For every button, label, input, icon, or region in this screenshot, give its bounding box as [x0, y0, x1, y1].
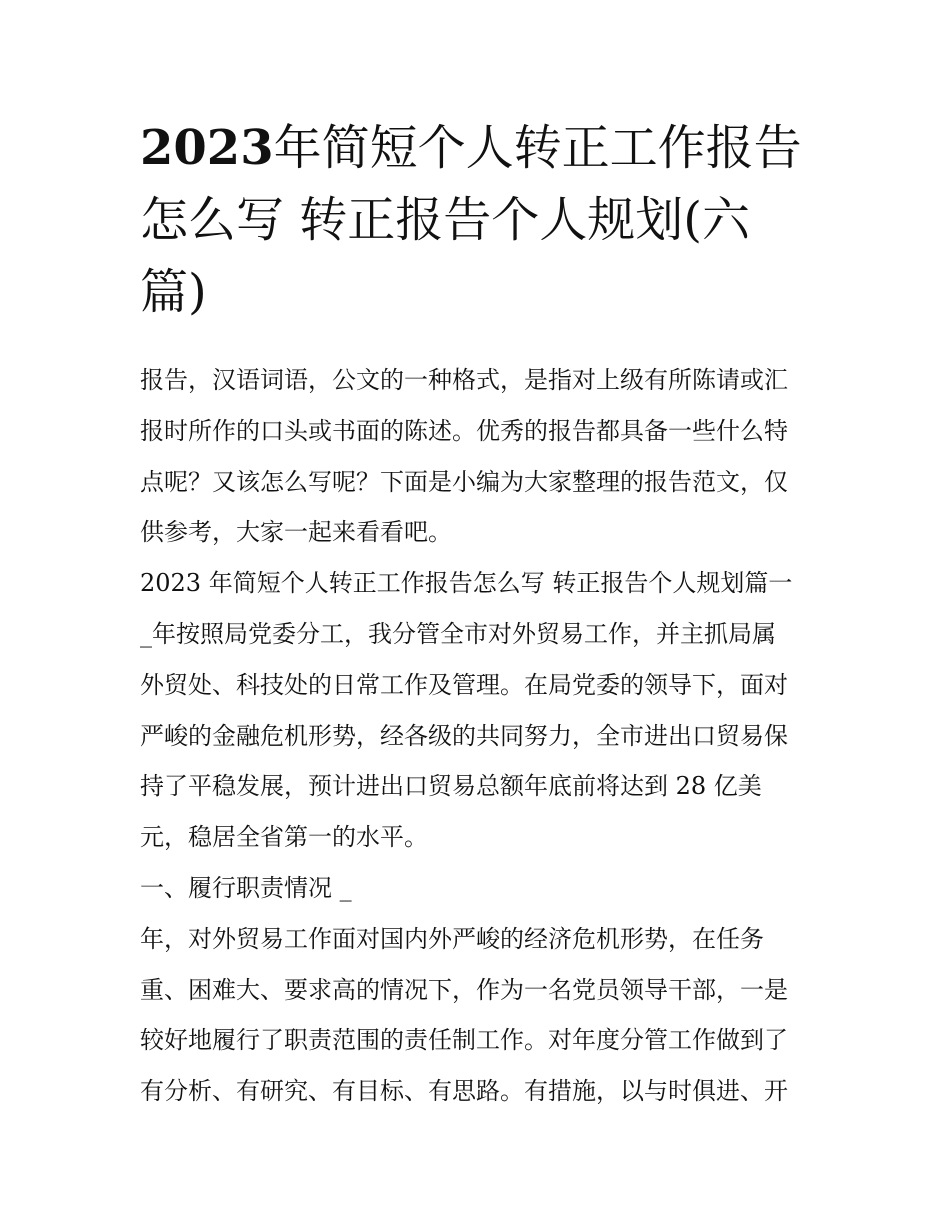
paragraph-line: 报告，汉语词语，公文的一种格式，是指对上级有所陈请或汇: [140, 366, 788, 394]
paragraph-line: _年按照局党委分工，我分管全市对外贸易工作，并主抓局属: [140, 619, 776, 648]
paragraph-line: 较好地履行了职责范围的责任制工作。对年度分管工作做到了: [140, 1026, 788, 1055]
paragraph-line: 年，对外贸易工作面对国内外严峻的经济危机形势，在任务: [140, 924, 764, 953]
paragraph-line: 供参考，大家一起来看看吧。: [140, 518, 452, 547]
paragraph-line: 点呢？又该怎么写呢？下面是小编为大家整理的报告范文，仅: [140, 467, 788, 496]
paragraph-line: 外贸处、科技处的日常工作及管理。在局党委的领导下，面对: [140, 670, 788, 699]
section-heading-line: 2023 年简短个人转正工作报告怎么写 转正报告个人规划篇一: [140, 569, 793, 598]
body-paragraph: [140, 914, 820, 1117]
paragraph-line: 报时所作的口头或书面的陈述。优秀的报告都具备一些什么特: [140, 416, 788, 445]
paragraph-line: 严峻的金融危机形势，经各级的共同努力，全市进出口贸易保: [140, 721, 788, 750]
body-paragraph: [140, 609, 820, 863]
subheading-line: 一、履行职责情况 _: [140, 873, 352, 902]
title-line-2: 怎么写 转正报告个人规划(六: [140, 192, 750, 248]
section-heading-part-one: [140, 558, 820, 609]
paragraph-line: 有分析、有研究、有目标、有思路。有措施，以与时俱进、开: [140, 1077, 788, 1106]
document-title: [140, 112, 830, 328]
paragraph-line: 重、困难大、要求高的情况下，作为一名党员领导干部，一是: [140, 975, 788, 1004]
title-year: 2023: [140, 120, 274, 176]
title-line-1: 年简短个人转正工作报告: [273, 120, 802, 176]
paragraph-line: 元，稳居全省第一的水平。: [140, 823, 428, 852]
document-body: [140, 355, 820, 1117]
subheading-paragraph: [140, 863, 820, 914]
intro-paragraph: [140, 355, 820, 558]
paragraph-line: 持了平稳发展，预计进出口贸易总额年底前将达到 28 亿美: [140, 772, 762, 801]
title-line-3: 篇): [140, 264, 207, 320]
